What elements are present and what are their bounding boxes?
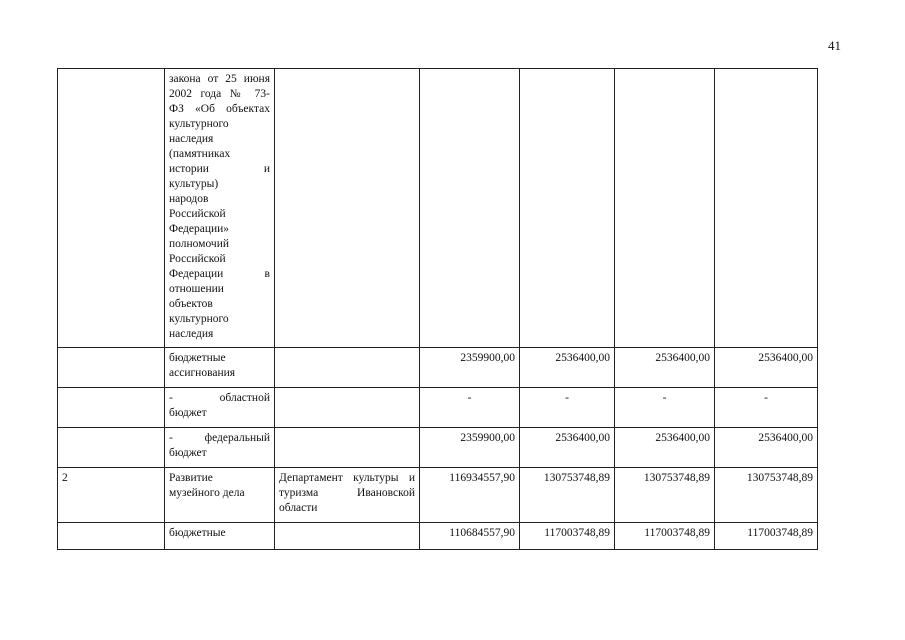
value-cell-2: 130753748,89 — [520, 468, 615, 523]
name-cell-line: бюджет — [169, 447, 207, 459]
name-cell-line: 2002 года № 73- — [169, 88, 270, 100]
row-number-cell — [58, 348, 165, 388]
name-cell-line: полномочий — [169, 238, 229, 250]
executor-cell — [275, 468, 420, 523]
name-cell-line: культуры) — [169, 178, 219, 190]
name-cell — [165, 468, 275, 523]
row-number-cell — [58, 69, 165, 348]
value-cell-3: 2536400,00 — [615, 428, 715, 468]
table-row — [58, 69, 818, 348]
value-cell-3: 117003748,89 — [615, 523, 715, 550]
name-cell-line: закона от 25 июня — [169, 73, 270, 85]
name-cell-line: ассигнования — [169, 367, 236, 379]
value-cell-4: - — [715, 388, 818, 428]
page-number: 41 — [828, 38, 841, 53]
value-cell-3: 130753748,89 — [615, 468, 715, 523]
value-cell-4: 117003748,89 — [715, 523, 818, 550]
table-row — [58, 523, 818, 550]
row-number-cell — [58, 428, 165, 468]
table-row — [58, 348, 818, 388]
value-cell-2: 2536400,00 — [520, 428, 615, 468]
table-row — [58, 388, 818, 428]
name-cell-line: Развитие — [169, 472, 213, 484]
value-cell-3 — [615, 69, 715, 348]
name-cell-line: Российской — [169, 253, 226, 265]
budget-table — [57, 68, 818, 550]
executor-cell — [275, 388, 420, 428]
name-cell — [165, 523, 275, 550]
value-cell-1: 2359900,00 — [420, 428, 520, 468]
executor-cell — [275, 523, 420, 550]
name-cell-line: (памятниках — [169, 148, 231, 160]
value-cell-1 — [420, 69, 520, 348]
value-cell-1: - — [420, 388, 520, 428]
value-cell-1: 116934557,90 — [420, 468, 520, 523]
name-cell-line: бюджет — [169, 407, 207, 419]
value-cell-3: - — [615, 388, 715, 428]
table-row — [58, 468, 818, 523]
row-number-cell: 2 — [58, 468, 165, 523]
name-cell-line: - областной — [169, 392, 270, 404]
name-cell — [165, 348, 275, 388]
value-cell-1: 110684557,90 — [420, 523, 520, 550]
executor-cell — [275, 428, 420, 468]
value-cell-2: - — [520, 388, 615, 428]
name-cell-line: музейного дела — [169, 487, 245, 499]
name-cell-line: Федерации в — [169, 268, 270, 280]
name-cell — [165, 428, 275, 468]
value-cell-4: 2536400,00 — [715, 348, 818, 388]
name-cell-line: народов — [169, 193, 209, 205]
value-cell-4 — [715, 69, 818, 348]
value-cell-4: 130753748,89 — [715, 468, 818, 523]
executor-cell — [275, 348, 420, 388]
executor-cell — [275, 69, 420, 348]
name-cell-line: истории и — [169, 163, 270, 175]
name-cell-line: культурного — [169, 313, 229, 325]
name-cell — [165, 388, 275, 428]
executor-cell-line: туризма Ивановской — [279, 487, 415, 499]
name-cell-line: бюджетные — [169, 527, 226, 539]
name-cell-line: Российской — [169, 208, 226, 220]
name-cell-line: - федеральный — [169, 432, 270, 444]
name-cell-line: наследия — [169, 328, 214, 340]
value-cell-3: 2536400,00 — [615, 348, 715, 388]
name-cell — [165, 69, 275, 348]
name-cell-line: наследия — [169, 133, 214, 145]
value-cell-1: 2359900,00 — [420, 348, 520, 388]
executor-cell-line: области — [279, 502, 318, 514]
value-cell-4: 2536400,00 — [715, 428, 818, 468]
name-cell-line: Федерации» — [169, 223, 230, 235]
row-number-cell — [58, 523, 165, 550]
table-row — [58, 428, 818, 468]
executor-cell-line: Департамент культуры и — [279, 472, 415, 484]
name-cell-line: ФЗ «Об объектах — [169, 103, 270, 115]
name-cell-line: отношении — [169, 283, 224, 295]
value-cell-2: 2536400,00 — [520, 348, 615, 388]
name-cell-line: культурного — [169, 118, 229, 130]
row-number-cell — [58, 388, 165, 428]
value-cell-2 — [520, 69, 615, 348]
name-cell-line: объектов — [169, 298, 213, 310]
name-cell-line: бюджетные — [169, 352, 226, 364]
value-cell-2: 117003748,89 — [520, 523, 615, 550]
